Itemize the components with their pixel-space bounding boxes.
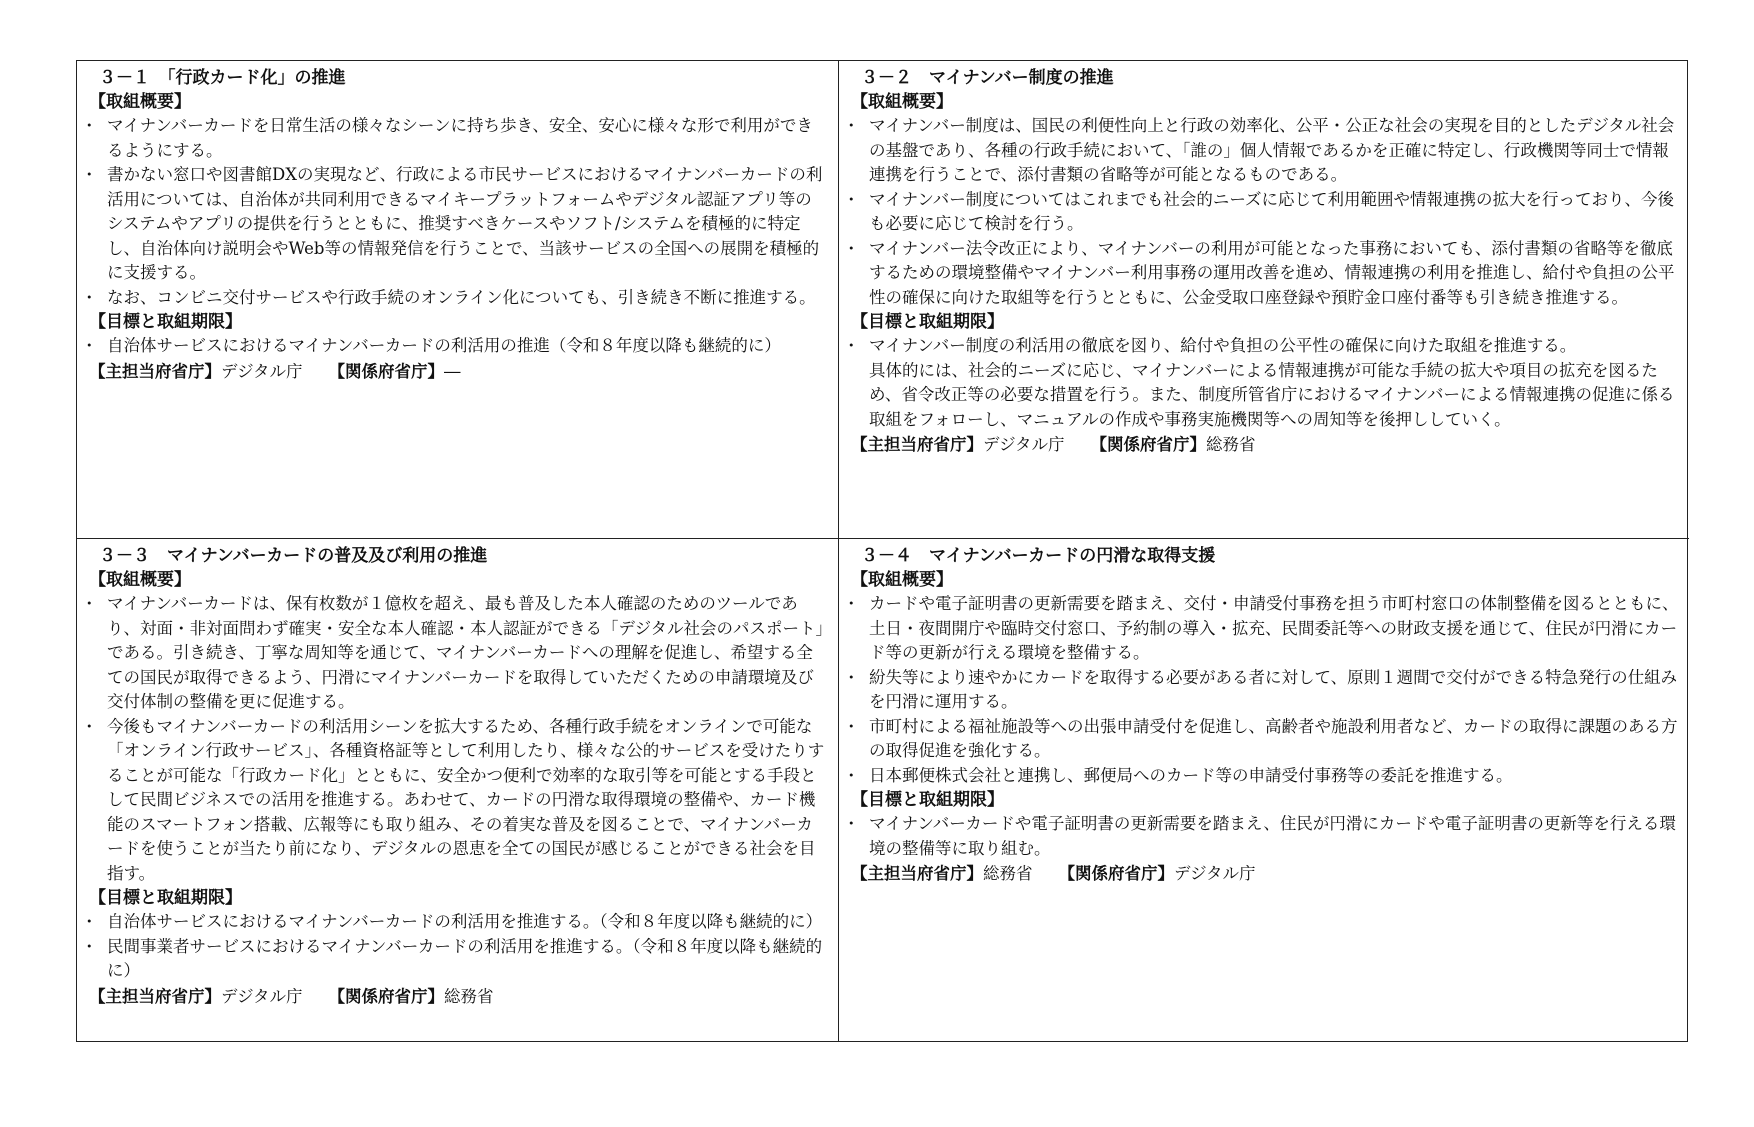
goals-list	[89, 910, 828, 984]
section-title: ３－３ マイナンバーカードの普及及び利用の推進	[99, 546, 488, 566]
overview-item: ・ カードや電子証明書の更新需要を踏まえ、交付・申請受付事務を担う市町村窓口の体制整備を図るとともに、土日・夜間開庁や臨時交付窓口、予約制の導入・拡充、民間委託等への財政支援を通じて、住民が円滑にカード等の更新が行える環境を整備する。	[851, 592, 1679, 666]
overview-item: ・ 日本郵便株式会社と連携し、郵便局へのカード等の申請受付事務等の委託を推進する。	[851, 764, 1679, 789]
related-agency-label: 【関係府省庁】	[328, 986, 445, 1006]
overview-list	[851, 114, 1679, 310]
section-cell	[839, 61, 1689, 539]
goals-item: ・ マイナンバーカードや電子証明書の更新需要を踏まえ、住民が円滑にカードや電子証明書の更新等を行える環境の整備等に取り組む。	[851, 812, 1679, 861]
related-agency: 総務省	[1206, 435, 1256, 454]
related-agency-label: 【関係府省庁】	[1090, 435, 1207, 454]
goals-label: 【目標と取組期限】	[851, 312, 1004, 332]
goals-list	[851, 812, 1679, 861]
goals-list	[851, 334, 1679, 359]
goals-detail: 具体的には、社会的ニーズに応じ、マイナンバーによる情報連携が可能な手続の拡大や項目の拡充を図るため、省令改正等の必要な措置を行う。また、制度所管省庁におけるマイナンバーによる情報連携の促進に係る取組をフォローし、マニュアルの作成や事務実施機関等への周知等を後押ししていく。	[869, 360, 1675, 429]
goals-item: ・ 民間事業者サービスにおけるマイナンバーカードの利活用を推進する。（令和８年度以降も継続的に）	[89, 935, 828, 984]
goals-label: 【目標と取組期限】	[851, 790, 1004, 810]
overview-list	[89, 114, 828, 310]
section-cell	[77, 61, 839, 539]
agency-line	[851, 861, 1679, 886]
lead-agency-label: 【主担当府省庁】	[851, 435, 983, 454]
overview-list	[89, 592, 828, 886]
section-cell	[839, 539, 1689, 1041]
goals-label: 【目標と取組期限】	[89, 888, 242, 908]
overview-item: ・ マイナンバーカードを日常生活の様々なシーンに持ち歩き、安全、安心に様々な形で利用ができるようにする。	[89, 114, 828, 163]
section-title: ３－４ マイナンバーカードの円滑な取得支援	[861, 546, 1216, 566]
section-title: ３－１ 「行政カード化」の推進	[99, 68, 346, 88]
lead-agency-label: 【主担当府省庁】	[89, 986, 221, 1006]
overview-item: ・ 書かない窓口や図書館DXの実現など、行政による市民サービスにおけるマイナンバーカードの利活用については、自治体が共同利用できるマイキープラットフォームやデジタル認証アプリ等のシステムやアプリの提供を行うとともに、推奨すべきケースやソフト/システムを積極的に特定し、自治体向け説明会やWeb等の情報発信を行うことで、当該サービスの全国への展開を積極的に支援する。	[89, 163, 828, 286]
overview-item: ・ マイナンバーカードは、保有枚数が１億枚を超え、最も普及した本人確認のためのツールであり、対面・非対面問わず確実・安全な本人確認・本人認証ができる「デジタル社会のパスポート」である。引き続き、丁寧な周知等を通じて、マイナンバーカードへの理解を促進し、希望する全ての国民が取得できるよう、円滑にマイナンバーカードを取得していただくための申請環境及び交付体制の整備を更に促進する。	[89, 592, 828, 715]
overview-label: 【取組概要】	[89, 570, 191, 590]
overview-label: 【取組概要】	[851, 92, 953, 112]
overview-item: ・ 紛失等により速やかにカードを取得する必要がある者に対して、原則１週間で交付ができる特急発行の仕組みを円滑に運用する。	[851, 666, 1679, 715]
overview-item: ・ マイナンバー制度についてはこれまでも社会的ニーズに応じて利用範囲や情報連携の拡大を行っており、今後も必要に応じて検討を行う。	[851, 188, 1679, 237]
overview-item: ・ 市町村による福祉施設等への出張申請受付を促進し、高齢者や施設利用者など、カードの取得に課題のある方の取得促進を強化する。	[851, 715, 1679, 764]
agency-line	[89, 984, 828, 1009]
overview-item: ・ 今後もマイナンバーカードの利活用シーンを拡大するため、各種行政手続をオンラインで可能な「オンライン行政サービス」、各種資格証等として利用したり、様々な公的サービスを受けたりすることが可能な「行政カード化」とともに、安全かつ便利で効率的な取引等を可能とする手段として民間ビジネスでの活用を推進する。あわせて、カードの円滑な取得環境の整備や、カード機能のスマートフォン搭載、広報等にも取り組み、その着実な普及を図ることで、マイナンバーカードを使うことが当たり前になり、デジタルの恩恵を全ての国民が感じることができる社会を目指す。	[89, 715, 828, 887]
agency-line	[851, 432, 1679, 457]
overview-item: ・ マイナンバー制度は、国民の利便性向上と行政の効率化、公平・公正な社会の実現を目的としたデジタル社会の基盤であり、各種の行政手続において、「誰の」個人情報であるかを正確に特定し、行政機関等同士で情報連携を行うことで、添付書類の省略等が可能となるものである。	[851, 114, 1679, 188]
lead-agency: デジタル庁	[221, 361, 303, 381]
overview-item: ・ なお、コンビニ交付サービスや行政手続のオンライン化についても、引き続き不断に推進する。	[89, 286, 828, 311]
section-title: ３－２ マイナンバー制度の推進	[861, 68, 1114, 88]
lead-agency-label: 【主担当府省庁】	[851, 864, 983, 883]
section-cell	[77, 539, 839, 1041]
lead-agency-label: 【主担当府省庁】	[89, 361, 221, 381]
overview-item: ・ マイナンバー法令改正により、マイナンバーの利用が可能となった事務においても、添付書類の省略等を徹底するための環境整備やマイナンバー利用事務の運用改善を進め、情報連携の利用を推進し、給付や負担の公平性の確保に向けた取組等を行うとともに、公金受取口座登録や預貯金口座付番等も引き続き推進する。	[851, 237, 1679, 311]
related-agency-label: 【関係府省庁】	[328, 361, 445, 381]
overview-label: 【取組概要】	[89, 92, 191, 112]
lead-agency: デジタル庁	[983, 435, 1065, 454]
goals-list	[89, 334, 828, 359]
policy-table	[76, 60, 1688, 1042]
lead-agency: 総務省	[983, 864, 1033, 883]
goals-item: ・ マイナンバー制度の利活用の徹底を図り、給付や負担の公平性の確保に向けた取組を推進する。	[851, 334, 1679, 359]
lead-agency: デジタル庁	[221, 986, 303, 1006]
related-agency: デジタル庁	[1174, 864, 1256, 883]
related-agency: ―	[444, 361, 461, 381]
agency-line	[89, 359, 828, 384]
goals-item: ・ 自治体サービスにおけるマイナンバーカードの利活用を推進する。（令和８年度以降も継続的に）	[89, 910, 828, 935]
related-agency: 総務省	[444, 986, 494, 1006]
goals-item: ・ 自治体サービスにおけるマイナンバーカードの利活用の推進（令和８年度以降も継続的に）	[89, 334, 828, 359]
overview-label: 【取組概要】	[851, 570, 953, 590]
goals-label: 【目標と取組期限】	[89, 312, 242, 332]
related-agency-label: 【関係府省庁】	[1058, 864, 1174, 883]
overview-list	[851, 592, 1679, 788]
